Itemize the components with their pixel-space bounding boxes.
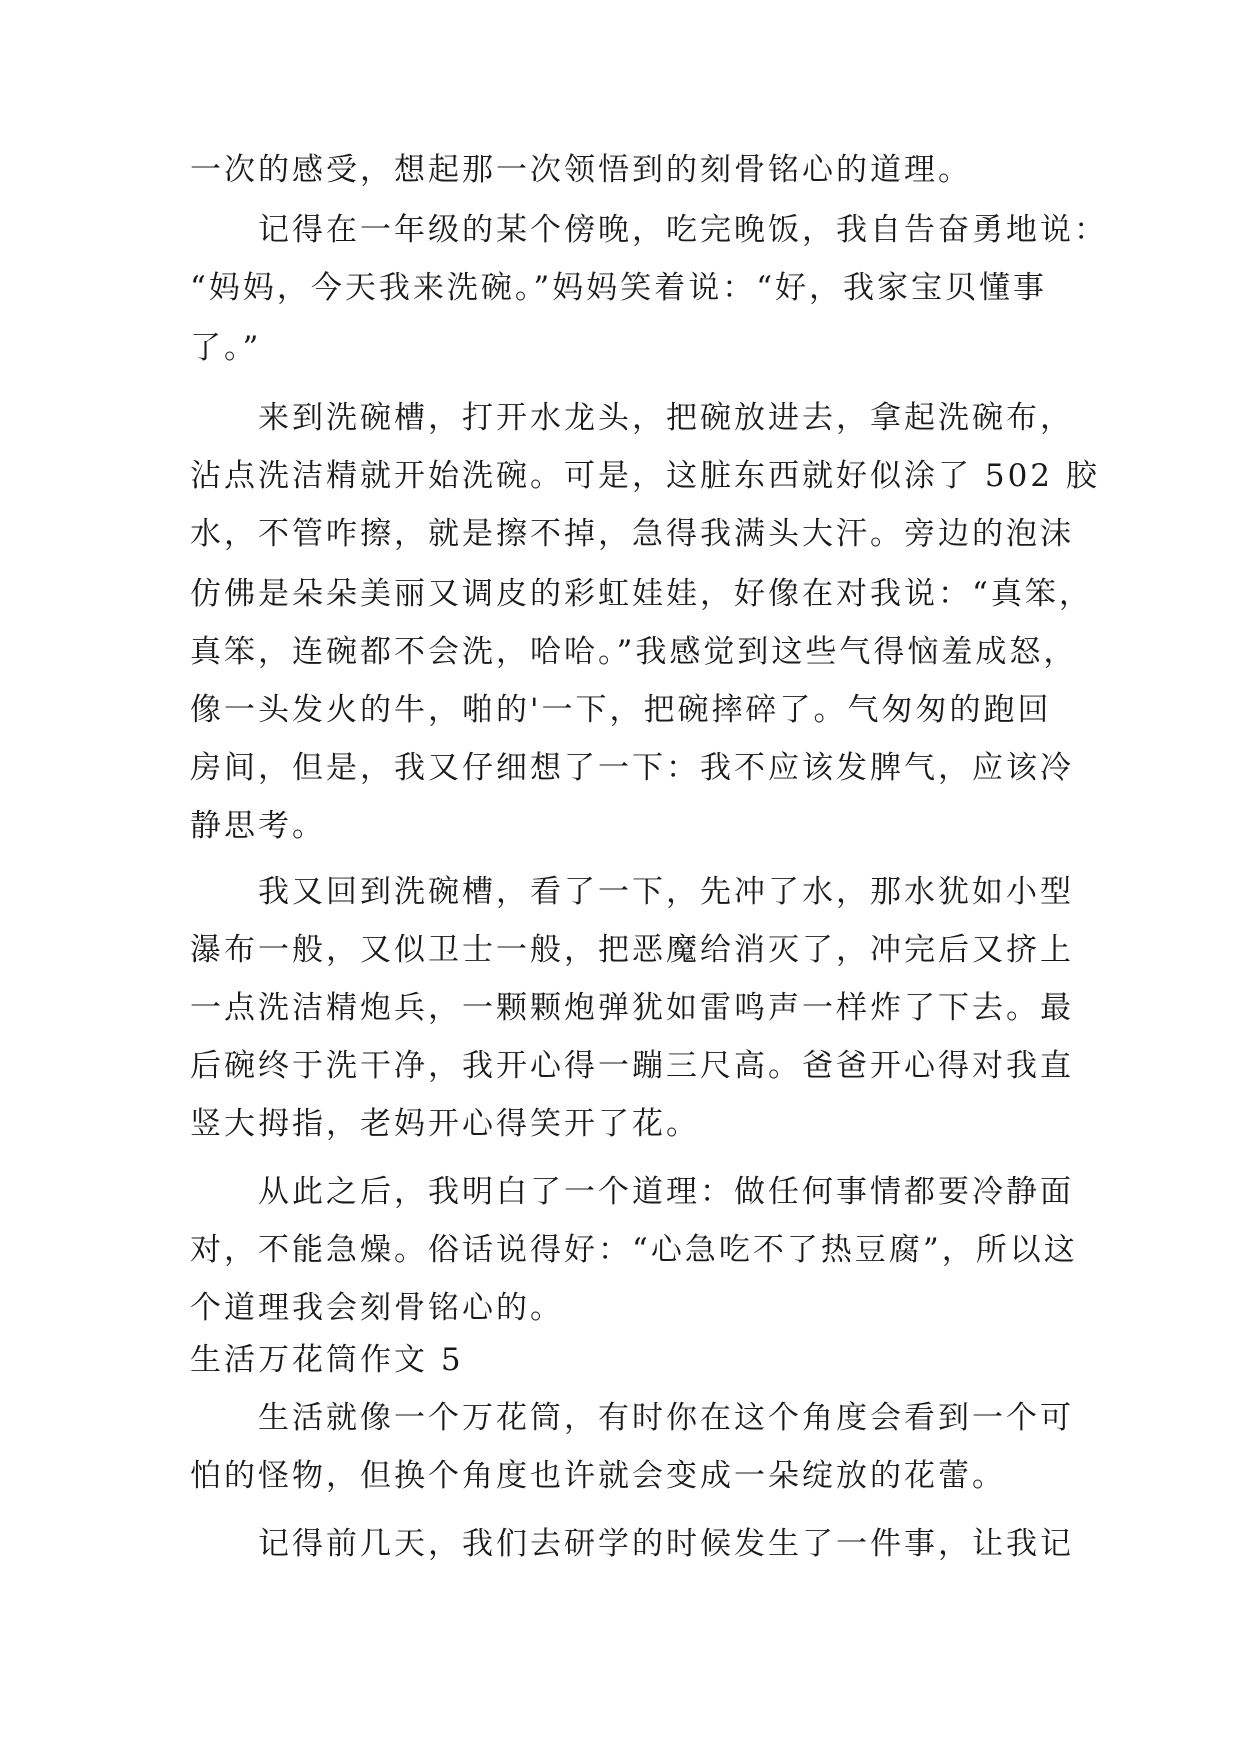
text-line: 真笨，连碗都不会洗，哈哈。”我感觉到这些气得恼羞成怒，: [190, 634, 1078, 670]
text-line: 房间，但是，我又仔细想了一下：我不应该发脾气，应该冷: [190, 750, 1074, 786]
text-line: 怕的怪物，但换个角度也许就会变成一朵绽放的花蕾。: [190, 1458, 1006, 1494]
text-line: 后碗终于洗干净，我开心得一蹦三尺高。爸爸开心得对我直: [190, 1048, 1074, 1084]
text-line: 静思考。: [190, 808, 326, 844]
text-line: 来到洗碗槽，打开水龙头，把碗放进去，拿起洗碗布，: [190, 400, 1074, 436]
text-line: 个道理我会刻骨铭心的。: [190, 1290, 564, 1326]
text-line: 沾点洗洁精就开始洗碗。可是，这脏东西就好似涂了 502 胶: [190, 458, 1100, 494]
text-line: 生活就像一个万花筒，有时你在这个角度会看到一个可: [190, 1400, 1074, 1436]
text-line: 记得在一年级的某个傍晚，吃完晚饭，我自告奋勇地说：: [190, 212, 1108, 248]
text-line: 竖大拇指，老妈开心得笑开了花。: [190, 1106, 700, 1142]
text-line: 瀑布一般，又似卫士一般，把恶魔给消灭了，冲完后又挤上: [190, 932, 1074, 968]
text-line: 我又回到洗碗槽，看了一下，先冲了水，那水犹如小型: [190, 874, 1074, 910]
text-line: 像一头发火的牛，啪的'一下，把碗摔碎了。气匆匆的跑回: [190, 692, 1052, 728]
text-line: 一次的感受，想起那一次领悟到的刻骨铭心的道理。: [190, 152, 972, 188]
text-line: 仿佛是朵朵美丽又调皮的彩虹娃娃，好像在对我说：“真笨，: [190, 576, 1093, 612]
text-line: “妈妈，今天我来洗碗。”妈妈笑着说：“好，我家宝贝懂事: [190, 270, 1048, 306]
text-line: 水，不管咋擦，就是擦不掉，急得我满头大汗。旁边的泡沫: [190, 516, 1074, 552]
text-line: 一点洗洁精炮兵，一颗颗炮弹犹如雷鸣声一样炸了下去。最: [190, 990, 1074, 1026]
text-line: 从此之后，我明白了一个道理：做任何事情都要冷静面: [190, 1174, 1074, 1210]
text-line: 记得前几天，我们去研学的时候发生了一件事，让我记: [190, 1526, 1074, 1562]
text-line: 了。”: [190, 330, 262, 366]
section-heading: 生活万花筒作文 5: [190, 1342, 464, 1378]
text-line: 对，不能急燥。俗话说得好：“心急吃不了热豆腐”，所以这: [190, 1232, 1078, 1268]
